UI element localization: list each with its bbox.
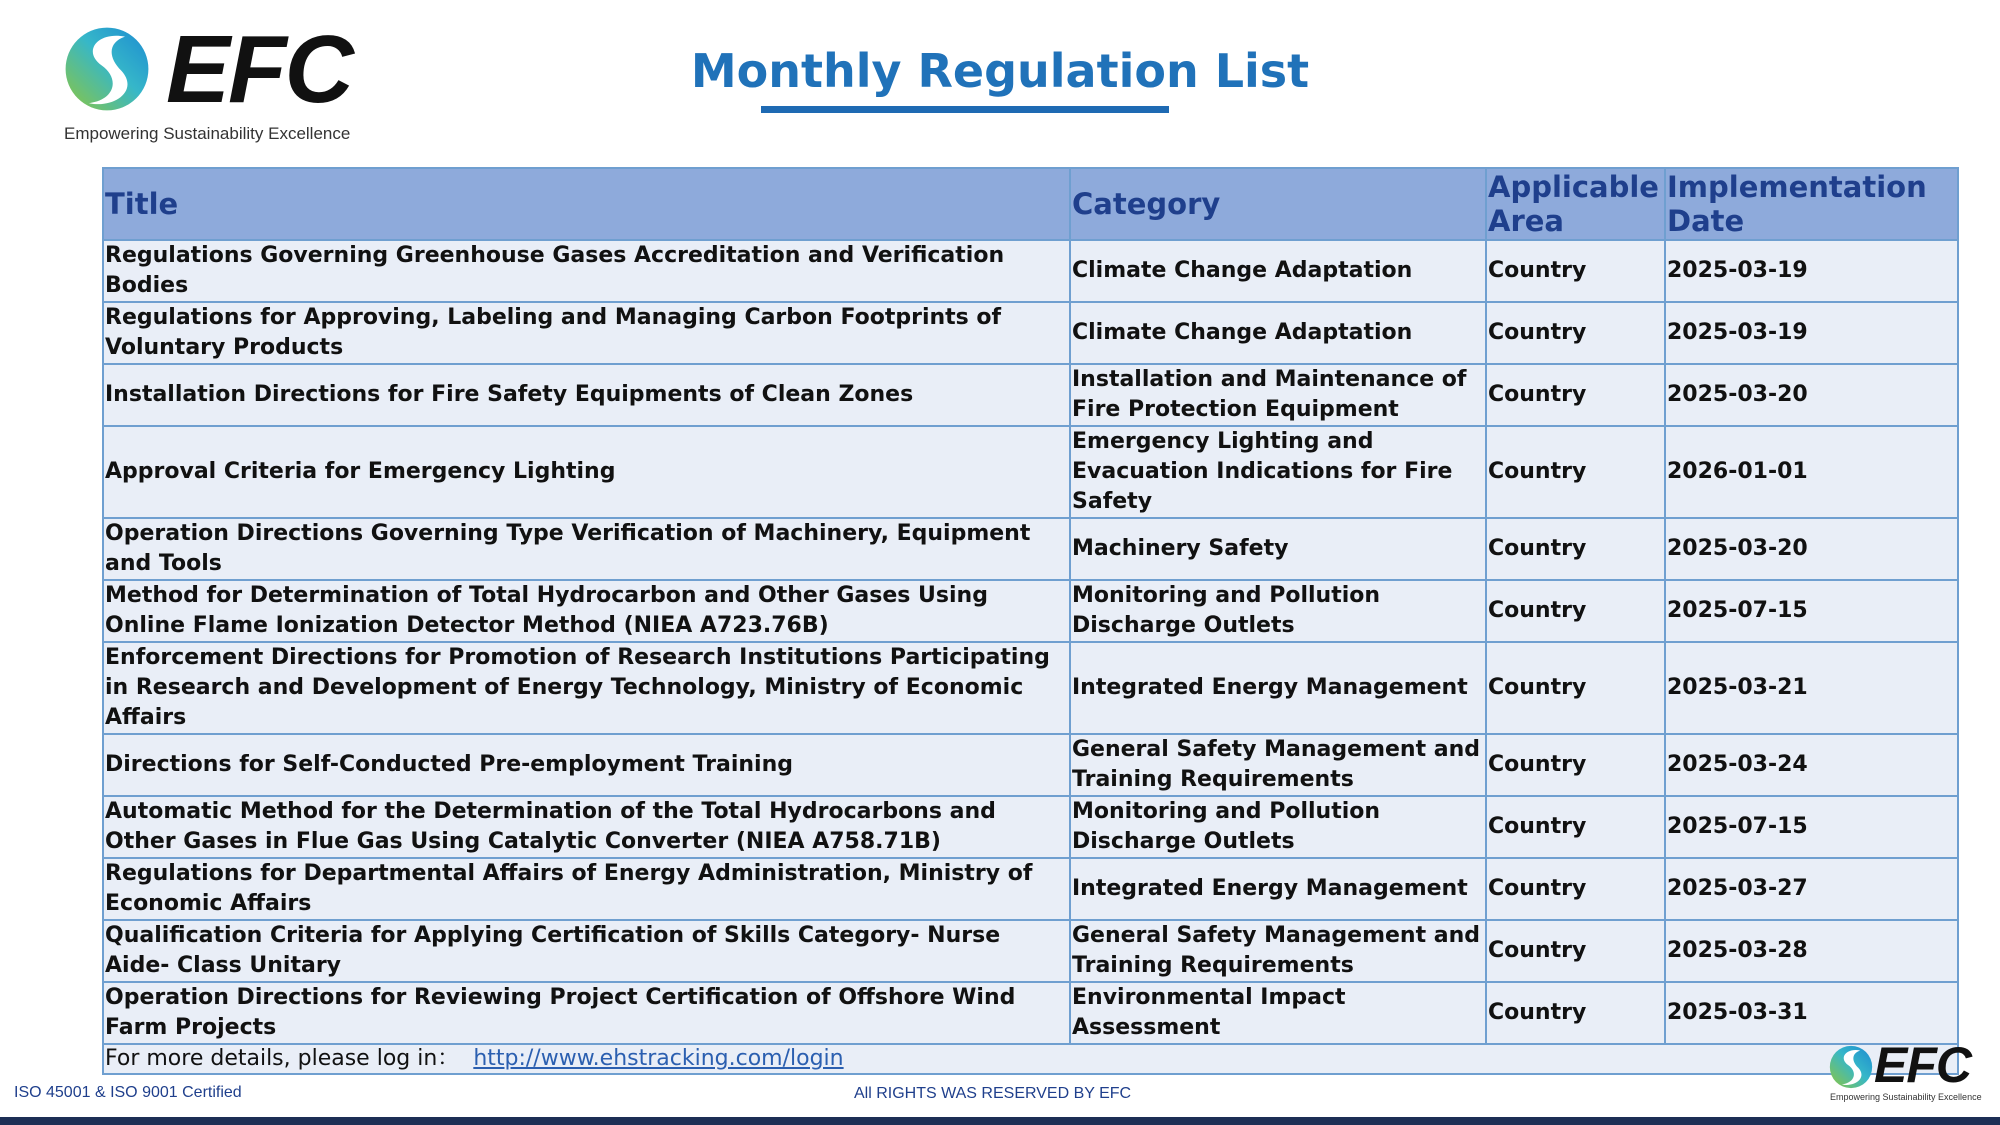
bottom-bar — [0, 1117, 2000, 1125]
cell-category: Climate Change Adaptation — [1070, 240, 1486, 302]
cell-date: 2025-03-19 — [1665, 240, 1958, 302]
cell-area: Country — [1486, 982, 1665, 1044]
cell-title: Operation Directions for Reviewing Project Certification of Offshore Wind Farm Projects — [103, 982, 1070, 1044]
login-note — [103, 1044, 1958, 1074]
cell-area: Country — [1486, 580, 1665, 642]
header-title: Title — [103, 168, 1070, 240]
cell-category: Environmental Impact Assessment — [1070, 982, 1486, 1044]
login-link[interactable]: http://www.ehstracking.com/login — [473, 1046, 844, 1071]
brand-name: EFC — [166, 16, 352, 123]
cell-date: 2025-03-31 — [1665, 982, 1958, 1044]
cell-title: Regulations for Departmental Affairs of Energy Administration, Ministry of Economic Affairs — [103, 858, 1070, 920]
table-row — [103, 858, 1958, 920]
cell-date: 2025-03-20 — [1665, 364, 1958, 426]
cell-title: Approval Criteria for Emergency Lighting — [103, 426, 1070, 518]
page-title: Monthly Regulation List — [690, 44, 1310, 98]
cell-area: Country — [1486, 364, 1665, 426]
cell-area: Country — [1486, 734, 1665, 796]
cell-date: 2025-03-20 — [1665, 518, 1958, 580]
cell-title: Qualification Criteria for Applying Certification of Skills Category- Nurse Aide- Class Unitary — [103, 920, 1070, 982]
header-applicable-area: Applicable Area — [1486, 168, 1665, 240]
cell-category: Monitoring and Pollution Discharge Outlets — [1070, 580, 1486, 642]
cell-area: Country — [1486, 426, 1665, 518]
certification-text: ISO 45001 & ISO 9001 Certified — [14, 1084, 242, 1101]
header-category: Category — [1070, 168, 1486, 240]
cell-title: Regulations Governing Greenhouse Gases Accreditation and Verification Bodies — [103, 240, 1070, 302]
table-footer-row — [103, 1044, 1958, 1074]
title-underline — [761, 106, 1169, 113]
cell-area: Country — [1486, 858, 1665, 920]
cell-category: Installation and Maintenance of Fire Protection Equipment — [1070, 364, 1486, 426]
cell-category: Monitoring and Pollution Discharge Outlets — [1070, 796, 1486, 858]
cell-title: Regulations for Approving, Labeling and Managing Carbon Footprints of Voluntary Products — [103, 302, 1070, 364]
cell-category: Machinery Safety — [1070, 518, 1486, 580]
cell-title: Automatic Method for the Determination of the Total Hydrocarbons and Other Gases in Flue Gas Using Catalytic Converter (NIEA A758.71B) — [103, 796, 1070, 858]
table-row — [103, 642, 1958, 734]
cell-category: General Safety Management and Training Requirements — [1070, 734, 1486, 796]
cell-category: Climate Change Adaptation — [1070, 302, 1486, 364]
efc-globe-icon — [1828, 1044, 1874, 1090]
cell-date: 2025-03-24 — [1665, 734, 1958, 796]
cell-area: Country — [1486, 796, 1665, 858]
cell-area: Country — [1486, 302, 1665, 364]
cell-title: Operation Directions Governing Type Verification of Machinery, Equipment and Tools — [103, 518, 1070, 580]
cell-category: Integrated Energy Management — [1070, 858, 1486, 920]
cell-category: Integrated Energy Management — [1070, 642, 1486, 734]
cell-date: 2025-03-27 — [1665, 858, 1958, 920]
efc-logo-small — [1828, 1037, 1990, 1105]
brand-tagline-small: Empowering Sustainability Excellence — [1830, 1092, 1982, 1102]
table-row — [103, 580, 1958, 642]
cell-date: 2025-03-21 — [1665, 642, 1958, 734]
login-note-text: For more details, please log in： — [105, 1046, 460, 1071]
cell-date: 2025-03-28 — [1665, 920, 1958, 982]
table-row — [103, 920, 1958, 982]
cell-area: Country — [1486, 518, 1665, 580]
copyright-text: All RIGHTS WAS RESERVED BY EFC — [854, 1085, 1132, 1102]
table-row — [103, 426, 1958, 518]
cell-area: Country — [1486, 240, 1665, 302]
regulation-table — [102, 167, 1959, 1075]
cell-title: Enforcement Directions for Promotion of Research Institutions Participating in Research and Development of Energy Technology, Ministry of Economic Affairs — [103, 642, 1070, 734]
table-row — [103, 364, 1958, 426]
cell-area: Country — [1486, 920, 1665, 982]
header-implementation-date: Implementation Date — [1665, 168, 1958, 240]
cell-date: 2026-01-01 — [1665, 426, 1958, 518]
table-header-row — [103, 168, 1958, 240]
cell-category: General Safety Management and Training Requirements — [1070, 920, 1486, 982]
cell-title: Method for Determination of Total Hydrocarbon and Other Gases Using Online Flame Ionization Detector Method (NIEA A723.76B) — [103, 580, 1070, 642]
cell-date: 2025-03-19 — [1665, 302, 1958, 364]
brand-name-small: EFC — [1874, 1037, 1971, 1093]
table-row — [103, 240, 1958, 302]
cell-category: Emergency Lighting and Evacuation Indications for Fire Safety — [1070, 426, 1486, 518]
cell-date: 2025-07-15 — [1665, 580, 1958, 642]
cell-area: Country — [1486, 642, 1665, 734]
table-row — [103, 796, 1958, 858]
brand-tagline: Empowering Sustainability Excellence — [64, 124, 351, 143]
table-row — [103, 302, 1958, 364]
table-row — [103, 734, 1958, 796]
cell-title: Directions for Self-Conducted Pre-employment Training — [103, 734, 1070, 796]
cell-title: Installation Directions for Fire Safety Equipments of Clean Zones — [103, 364, 1070, 426]
table-row — [103, 982, 1958, 1044]
table-row — [103, 518, 1958, 580]
cell-date: 2025-07-15 — [1665, 796, 1958, 858]
